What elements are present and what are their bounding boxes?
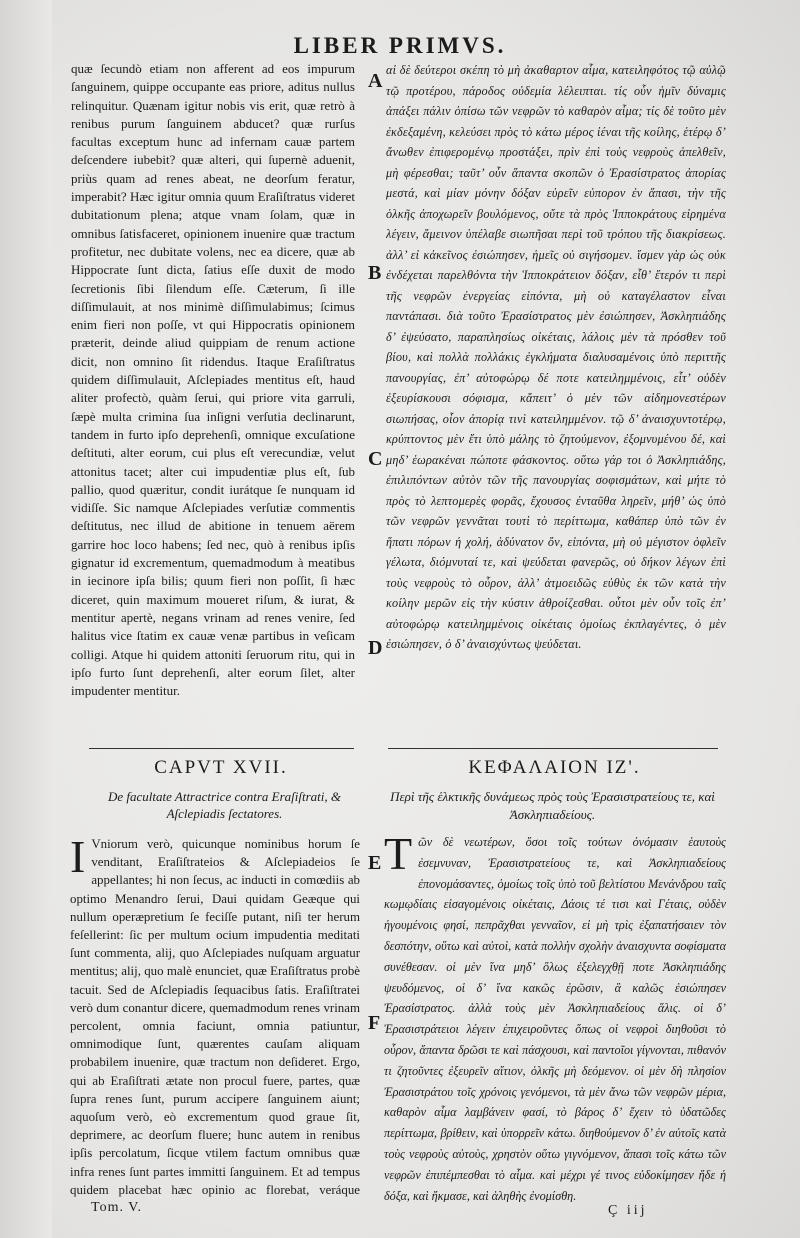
chapter-summary-latin: De facultate Attractrice contra Eraſiſtrati, & Aſclepiadis ſectatores.: [107, 789, 341, 821]
greek-text-bottom: [384, 832, 726, 1202]
chapter-rule-left: [89, 748, 354, 749]
latin-text-bottom: [70, 835, 360, 1200]
drop-cap-latin: I: [70, 835, 86, 882]
chapter-title-latin: CAPVT XVII.: [154, 757, 288, 778]
page-gutter: [0, 0, 52, 1238]
greek-paragraph: αἱ δὲ δεύτεροι σκέπη τὸ μὴ ἀκαθαρτον αἷμα, κατειληφότος τῷ αὐλῷ τῷ προτέρου, πάροδος οὐδεμία λέλειπται. τίς οὖν ἡμῖν δύναμις ἀπάξει πάλιν ὀπίσω τῶν νεφρῶν τὸ καθαρὸν αἷμα; τίς δὲ τοῦτο μὲν ἐκδεξαμένη, κελεύσει πρὸς τὸ κάτω μέρος ἰέναι τῆς κοίλης, ἑτέρῳ δ’ ἄνωθεν ἐπιφερομένῳ προστάξει, πρὶν ἐπὶ τοὺς νεφροὺς ἀπελθεῖν, μὴ φέρεσθαι; ταῦτ’ οὖν ἅπαντα σκοπῶν ὁ Ἐρασίστρατος ἀπορίας μεστά, καὶ μίαν μόνην δόξαν εὑρεῖν εὐπορον ἐν ἅπασι, τὴν τῆς ὁλκῆς ἀποχωρεῖν βουλόμενος, οὔτε τὰ πρὸς Ἱπποκράτους εἰρημένα λέγειν, ἄμεινον ὑπέλαβε σιωπῆσαι περὶ τοῦ τρόπου τῆς διακρίσεως. ἀλλ’ εἰ κἀκεῖνος ἐσιώπησεν, ἡμεῖς οὐ σιγήσομεν. ἴσμεν γὰρ ὡς οὐκ ἐνδέχεται παρελθόντα τὴν Ἱπποκράτειον δόξαν, εἶθ’ ἕτερόν τι περὶ τῆς νεφρῶν ἐνεργείας εἰπόντα, μὴ οὐ καταγέλαστον εἶναι παντάπασι. διὰ τοῦτο Ἐρασίστρατος μὲν ἐσιώπησεν, Ἀσκληπιάδης δ’ ἐψεύσατο, παραπλησίως οἰκέταις, λάλοις μὲν τὰ πρόσθεν τοῦ βίου, καὶ πολλὰ πολλάκις ἐγκλήματα διαλυσαμένοις ὑπὸ περιττῆς πανουργίας, ἐπ’ αὐτοφώρῳ δέ ποτε κατειλημμένοις, εἶτ’ οὐδὲν ἐξευρίσκουσι σόφισμα, κἄπειτ’ ὁ μὲν τῶν αἰδημονεστέρων σιωπήσας, οἷον ἀπορίᾳ τινὶ κατειλημμένον. τῷ δ’ ἀναισχυντοτέρῳ, κρύπτοντος μὲν ἔτι ὑπὸ μάλης τὸ ζητούμενον, ἐξομνυμένου δέ, καὶ μηδ’ ἑωρακέναι πώποτε φάσκοντος. οὕτω γάρ τοι ὁ Ἀσκληπιάδης, ἐπιλιπόντων αὐτὸν τῶν τῆς πανουργίας σοφισμάτων, καὶ μήτε τὸ πρὸς τὸ λεπτομερὲς φορᾶς, ἔχουσος ἐνταῦθα ληρεῖν, μήθ’ ὡς ὑπὸ τῶν νεφρῶν γεννᾶται τουτὶ τὸ περίττωμα, καθάπερ ὑπὸ τῶν ἐν ἥπατι πόρων ἡ χολή, ἀδύνατον ὄν, εἰπόντα, μὴ οὐ μέγιστον ὀφλεῖν γέλωτα, διόμνυταί τε, καὶ ψεύδεται φανερῶς, οὐ δήκον λέγων ἐπὶ τοὺς νεφροὺς τὸ οὖρον, ἀλλ’ ἀτμοειδῶς εὐθὺς ἐκ τῶν κατὰ τὴν κοίλην μερῶν εἰς τὴν κύστιν ἀθροίζεσθαι. οὗτοι μὲν οὖν τοῖς ἐπ’ αὐτοφώρῳ κατειλημμένοις οἰκέταις ὁμοίως ἐκπλαγέντες, ὁ μὲν ἐσιώπησεν, ὁ δ’ ἀναισχύντως ψεύδεται.: [386, 63, 726, 651]
margin-letter-c: C: [368, 448, 383, 470]
latin-chapter-paragraph: Vniorum verò, quicunque nominibus horum ſe venditant, Eraſiſtrateios & Aſclepiadeios ſe appellantes; hi non ſecus, ac inducti in comœdiis ab optimo Menandro ſerui, Daui quidam Geæque qui nullum operæpretium ſe feciſſe putant, niſi ter herum feſellerint: ſic per multum ocium impudentia meditati ſunt commenta, alij, quo Aſclepiades nuſquam arguatur mentitus; alij, quo malè enunciet, quæ Eraſiſtratus probè tacuit. Sed de Aſclepiadis ſequacibus ſatis. Eraſiſtratei verò dum conantur dicere, quemadmodum renes vrinam percolent, omnia faciunt, omnia patiuntur, omnimodique ſunt, quærentes cauſam aliquam probabilem inuenire, quæ tractum non deſideret. Ergo, qui ab Eraſiſtrati ætate non procul fuere, partes, quæ ſupra renes ſunt, purum accipere ſanguinem aiunt; aquoſum verò, eò excrementum quod graue ſit, deprimere, ac deorſum fluere; hunc autem in renibus ipſis percolatum, ſicque vtilem factum omnibus quæ infra renes ſunt partes immitti ſanguinem. Et ad tempus quidem placebat hæc opinio ac florebat, veráque: [70, 837, 360, 1197]
chapter-rule-right: [388, 748, 718, 749]
greek-chapter-paragraph: ῶν δὲ νεωτέρων, ὅσοι τοῖς τούτων ὀνόμασιν ἑαυτοὺς ἐσεμνυναν, Ἐρασιστρατείους τε, καὶ Ἀσκληπιαδείους ἐπονομάσαντες, ὁμοίως τοῖς ὑπὸ τοῦ βελτίστου Μενάνδρου ταῖς κωμῳδίαις εἰσαγομένοις οἰκέταις, Δάοις τέ τισι καὶ Γέταις, οὐδὲν ἡγουμένοις φησί, πεπρᾶχθαι γενναῖον, εἰ μὴ τρὶς ἐξαπατήσαιεν τὸν δεσπότην, οὕτω καὶ αὐτοὶ, κατὰ πολλὴν σχολὴν ἀναισχυντα σοφίσματα συνέθεσαν. οἱ μὲν ἵνα μηδ’ ὅλως ἐξελεγχθῇ ποτε Ἀσκληπιάδης ψευδόμενος, οἱ δ’ ἵνα κακῶς ἐρῶσιν, ἃ καλῶς ἐσιώπησεν Ἐρασίστρατος. ἀλλὰ τοὺς μὲν Ἀσκληπιαδείους ἅλις. οἱ δ’ Ἐρασιστράτειοι λέγειν ἐπιχειροῦντες ὅπως οἱ νεφροὶ διηθοῦσι τὸ οὖρον, ἅπαντα δρῶσι τε καὶ πάσχουσι, καὶ παντοῖοι γίγνονται, πιθανόν τι ζητοῦντες ἐξευρεῖν αἴτιον, ὁλκῆς μὴ δεόμενον. οἱ μὲν δὴ πλησίον Ἐρασιστράτου τοῖς χρόνοις γενόμενοι, τὰ μὲν ἄνω τῶν νεφρῶν μέρια, καθαρὸν αἷμα λαμβάνειν φασί, τὸ βάρος δ’ ἔχειν τὸ ὑδατῶδες περίττωμα, βρίθειν, καὶ ὑπορρεῖν κάτω. διηθούμενον δ’ ἐν αὐτοῖς κατὰ τοὺς νεφροὺς αὐτοὺς, χρηστὸν οὕτω γιγνόμενον, ἅπασι τοῖς κάτω τῶν νεφρῶν ἐπιπέμπεσθαι τὸ αἷμα. καὶ μέχρι γέ τινος εὐδοκίμησεν ἥδε ἡ δόξα, καὶ ἤκμασε, καὶ ἀληθὴς ἐνομίσθη.: [384, 835, 726, 1202]
signature-mark: Ç iij: [608, 1203, 648, 1218]
margin-letter-a: A: [368, 70, 383, 92]
margin-letter-f: F: [368, 1012, 381, 1034]
margin-letter-d: D: [368, 637, 383, 659]
latin-paragraph: quæ ſecundò etiam non afferent ad eos impurum ſanguinem, quippe occupante eas priore, aditus nullus relinquitur. Quænam igitur nobis vis erit, quæ retrò à renibus purum ſanguinem abducet? quæ rurſus facultas exceptum hunc ad infernam cauæ partem deſcendere iubebit? quæ alteri, qui ſupernè aduenit, priùs quam ad renes abeat, ne deorſum feratur, imperabit? Hæc igitur omnia quum Eraſiſtratus videret dubitationum plena; atque vnam ſolam, quæ in omnibus ſatisfaceret, opinionem inuenire quæ tractum profitetur, nec dubitate volens, nec ea dicere, quæ ab Hippocrate ſunt dicta, ſatius eſſe duxit de modo ſecretionis ſibi ſilendum eſſe. Cæterum, ſi ille diſſimulauit, at nos minimè diſſimulabimus; ſcimus enim fieri non poſſe, vt qui Hippocratis opinionem præterit, deinde aliud quippiam de renum actione dicit, non omnino ſit ridendus. Itaque Eraſiſtratus quidem diſſimulauit, Aſclepiades mentitus eſt, haud aliter profectò, quàm ſerui, qui priore vita garruli, ſæpè multa crimina ſua inſigni verſutia declinarunt, tandem in furto ipſo deprehenſi, omnique excuſatione deſtituti, alter eorum, cui plus eſt verecundiæ, velut attonitus tacet; alter cui impudentiæ plus eſt, ſub pallio, quod quæritur, condit iurátque ſe nunquam id vidiſſe. Sic namque Aſclepiades verſutiæ commentis deſtitutus, nec illud de abitione in tenuem aërem garrire hoc loco habens; ſed nec, quò à renibus ipſis gignatur id excrementum, quemadmodum à meatibus in iecinore ipſa bilis; quum fieri non poſſit, ſi hæc diceret, quin maximum moueret riſum, & iurat, & mentitur apertè, negans vrinam ad renes venire, ſed halitus vice ſtatim ex cauæ venæ partibus in veſicam colligi. Atque hi quidem attoniti ſeruorum ritu, qui in ipſo furto ſunt deprehenſi, alter eorum ſilet, alter impudenter mentitur.: [71, 61, 355, 699]
greek-text-top: [386, 60, 726, 745]
volume-label: Tom. V.: [91, 1200, 143, 1215]
chapter-summary-greek: Περὶ τῆς ἑλκτικῆς δυνάμεως πρὸς τοὺς Ἐρασιστρατείους τε, καὶ Ἀσκληπιαδείους.: [390, 789, 715, 822]
margin-letter-b: B: [368, 262, 382, 284]
chapter-title-greek: ΚΕΦΑΛΑΙΟΝ ΙΖ'.: [468, 757, 641, 778]
latin-text-top: [71, 60, 355, 740]
drop-cap-greek: Τ: [384, 832, 413, 879]
running-head: LIBER PRIMVS.: [293, 33, 507, 58]
margin-letter-e: E: [368, 852, 382, 874]
